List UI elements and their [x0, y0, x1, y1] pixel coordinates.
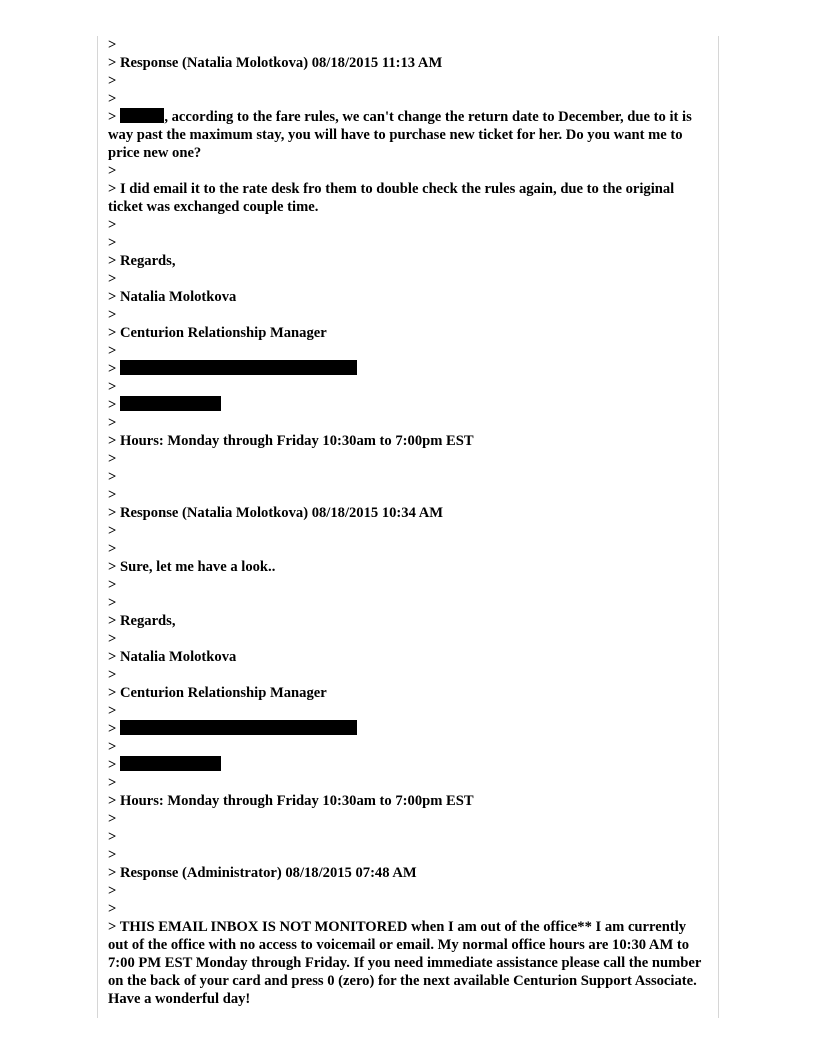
- response-body: > Sure, let me have a look..: [108, 559, 276, 575]
- quote-line: >: [108, 487, 117, 503]
- quote-line: >: [108, 91, 117, 107]
- signature-regards: > Regards,: [108, 613, 176, 629]
- response-header: > Response (Natalia Molotkova) 08/18/2015 11:13 AM: [108, 55, 443, 71]
- redacted-line: [108, 396, 708, 414]
- redaction-box: [120, 108, 164, 123]
- quote-line: >: [108, 217, 117, 233]
- redaction-box: [120, 360, 357, 375]
- redacted-line: [108, 360, 708, 378]
- redaction-box: [120, 720, 357, 735]
- quote-line: >: [108, 775, 117, 791]
- response-body: > I did email it to the rate desk fro them to double check the rules again, due to the original ticket was exchanged couple time.: [108, 181, 678, 215]
- quote-marker: >: [108, 361, 117, 377]
- quote-line: >: [108, 829, 117, 845]
- quote-line: >: [108, 883, 117, 899]
- quote-line: >: [108, 703, 117, 719]
- signature-regards: > Regards,: [108, 253, 176, 269]
- quote-line: >: [108, 595, 117, 611]
- signature-title: > Centurion Relationship Manager: [108, 325, 327, 341]
- quote-marker: >: [108, 109, 117, 125]
- left-margin-rule: [97, 36, 98, 1018]
- quote-line: >: [108, 667, 117, 683]
- redacted-line: [108, 720, 708, 738]
- quote-line: >: [108, 901, 117, 917]
- signature-hours: > Hours: Monday through Friday 10:30am to 7:00pm EST: [108, 433, 474, 449]
- quote-line: >: [108, 847, 117, 863]
- quote-line: >: [108, 541, 117, 557]
- quote-line: >: [108, 235, 117, 251]
- redacted-line: [108, 756, 708, 774]
- quote-line: >: [108, 523, 117, 539]
- redaction-box: [120, 396, 221, 411]
- signature-name: > Natalia Molotkova: [108, 289, 237, 305]
- quote-marker: >: [108, 721, 117, 737]
- quote-line: >: [108, 415, 117, 431]
- right-margin-rule: [718, 36, 719, 1018]
- signature-name: > Natalia Molotkova: [108, 649, 237, 665]
- quote-line: >: [108, 739, 117, 755]
- signature-hours: > Hours: Monday through Friday 10:30am to 7:00pm EST: [108, 793, 474, 809]
- quote-marker: >: [108, 397, 117, 413]
- quote-line: >: [108, 469, 117, 485]
- quote-line: >: [108, 451, 117, 467]
- quote-line: >: [108, 343, 117, 359]
- email-thread: [108, 36, 708, 1008]
- quote-line: >: [108, 37, 117, 53]
- quote-line: >: [108, 811, 117, 827]
- response-body: > THIS EMAIL INBOX IS NOT MONITORED when I am out of the office** I am currently out of the office with no access to voicemail or email. My normal office hours are 10:30 AM to 7:00 PM EST Monday through Friday. If you need immediate assistance please call the number on the back of your card and press 0 (zero) for the next available Centurion Support Associate. Have a wonderful day!: [108, 919, 705, 1007]
- redaction-box: [120, 756, 221, 771]
- quote-line: >: [108, 271, 117, 287]
- response-body-text: , according to the fare rules, we can't change the return date to December, due to it is way past the maximum stay, you will have to purchase new ticket for her. Do you want me to price new one?: [108, 109, 696, 161]
- response-header: > Response (Administrator) 08/18/2015 07:48 AM: [108, 865, 417, 881]
- response-header: > Response (Natalia Molotkova) 08/18/2015 10:34 AM: [108, 505, 444, 521]
- quote-line: >: [108, 379, 117, 395]
- quote-line: >: [108, 631, 117, 647]
- quote-line: >: [108, 73, 117, 89]
- quote-line: >: [108, 163, 117, 179]
- response-body: [108, 108, 708, 162]
- quote-line: >: [108, 577, 117, 593]
- signature-title: > Centurion Relationship Manager: [108, 685, 327, 701]
- quote-marker: >: [108, 757, 117, 773]
- quote-line: >: [108, 307, 117, 323]
